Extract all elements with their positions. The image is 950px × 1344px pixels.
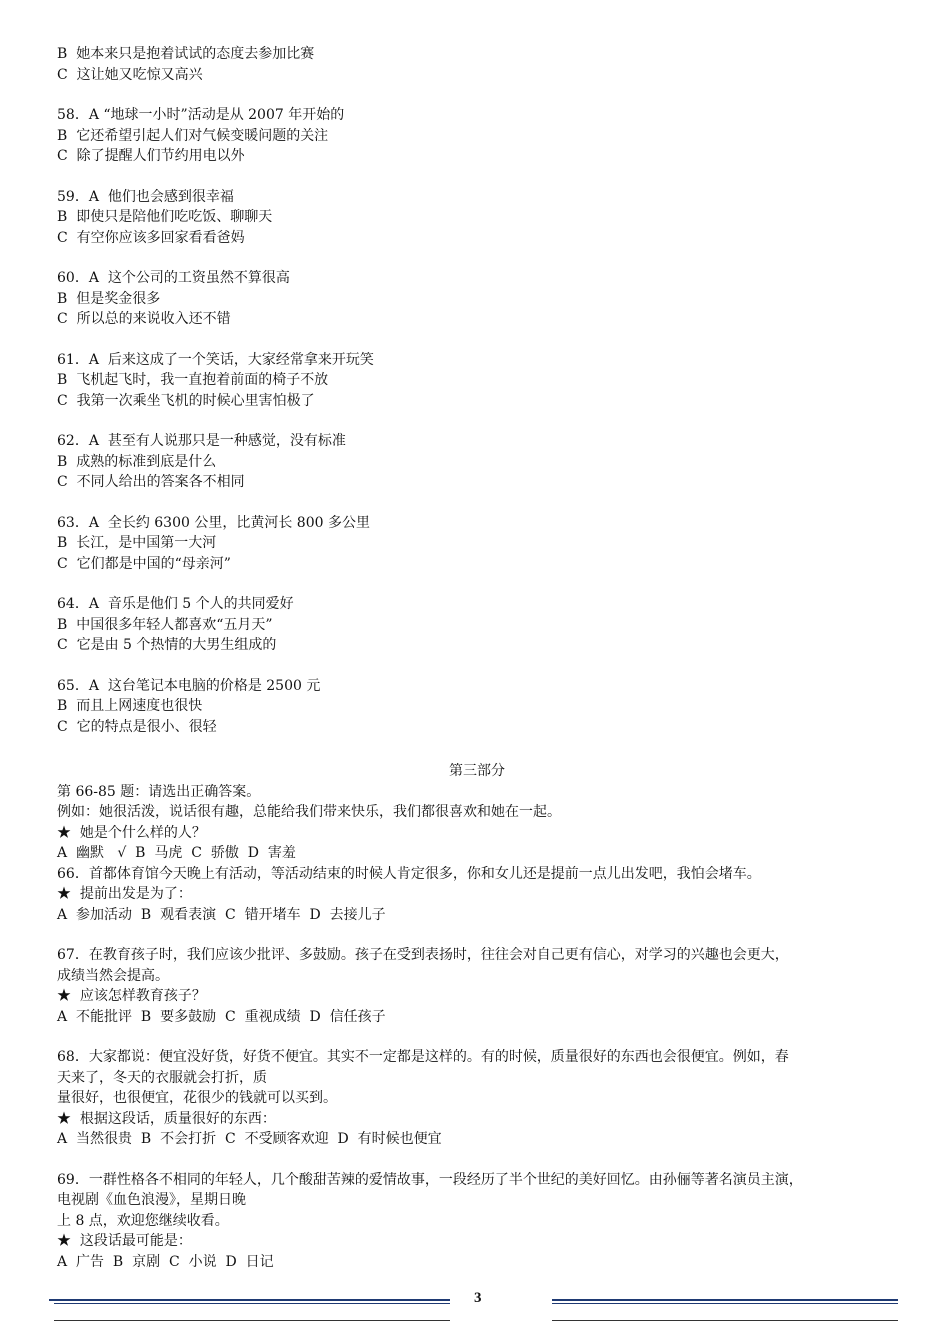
option-line: 62．A 甚至有人说那只是一种感觉，没有标准	[57, 433, 346, 449]
question-text: 69．一群性格各不相同的年轻人，几个酸甜苦辣的爱情故事，一段经历了半个世纪的美好回忆。由孙俪等著名演员主演，	[57, 1171, 803, 1188]
example-options: A 幽默 √ B 马虎 C 骄傲 D 害羞	[57, 845, 296, 861]
question-text: 量很好，也很便宜，花很少的钱就可以买到。	[57, 1090, 337, 1106]
option-line: 63．A 全长约 6300 公里，比黄河长 800 多公里	[57, 514, 370, 531]
question-60	[57, 268, 897, 330]
footer-rule-right	[552, 1299, 898, 1301]
footer-rule-left	[49, 1299, 450, 1301]
question-65	[57, 676, 897, 738]
question-text: 成绩当然会提高。	[57, 967, 169, 984]
option-line: 59．A 他们也会感到很幸福	[57, 188, 234, 205]
option-line: C 除了提醒人们节约用电以外	[57, 148, 245, 164]
question-prompt: ★ 提前出发是为了：	[57, 886, 192, 902]
footer-rule-right-thin	[552, 1303, 898, 1304]
question-text: 电视剧《血色浪漫》，星期日晚	[57, 1192, 246, 1208]
answer-options: A 广告 B 京剧 C 小说 D 日记	[57, 1253, 274, 1270]
question-59	[57, 187, 897, 249]
option-line: 65．A 这台笔记本电脑的价格是 2500 元	[57, 677, 321, 694]
question-prompt: ★ 根据这段话，质量很好的东西：	[57, 1110, 276, 1127]
answer-options: A 参加活动 B 观看表演 C 错开堵车 D 去接儿子	[57, 906, 386, 923]
option-line: C 它的特点是很小、很轻	[57, 718, 217, 735]
question-prompt: ★ 应该怎样教育孩子？	[57, 988, 206, 1004]
question-text: 上 8 点，欢迎您继续收看。	[57, 1212, 229, 1229]
question-68	[57, 1047, 897, 1150]
question-text: 天来了，冬天的衣服就会打折，质	[57, 1069, 267, 1086]
option-line: C 我第一次乘坐飞机的时候心里害怕极了	[57, 392, 315, 409]
question-text: 66．首都体育馆今天晚上有活动，等活动结束的时候人肯定很多，你和女儿还是提前一点儿出发吧，我怕会堵车。	[57, 865, 761, 882]
option-line: B 她本来只是抱着试试的态度去参加比赛	[57, 46, 315, 62]
footer-rule-right-bottom	[552, 1320, 898, 1321]
question-58	[57, 105, 897, 167]
example-question: ★ 她是个什么样的人？	[57, 824, 206, 841]
answer-options: A 不能批评 B 要多鼓励 C 重视成绩 D 信任孩子	[57, 1008, 386, 1025]
section-instruction: 第 66-85 题：请选出正确答案。	[57, 783, 261, 800]
question-61	[57, 350, 897, 412]
option-line: B 中国很多年轻人都喜欢“五月天”	[57, 616, 273, 633]
question-69	[57, 1170, 897, 1273]
option-line: B 而且上网速度也很快	[57, 698, 203, 714]
option-line: 58．A “地球一小时”活动是从 2007 年开始的	[57, 107, 345, 123]
option-line: C 它是由 5 个热情的大男生组成的	[57, 637, 277, 653]
question-66	[57, 864, 897, 926]
question-67	[57, 945, 897, 1027]
option-line: B 成熟的标准到底是什么	[57, 453, 217, 470]
option-line: C 不同人给出的答案各不相同	[57, 474, 245, 490]
footer-rule-left-thin	[54, 1303, 450, 1304]
document-body	[57, 44, 897, 1272]
page-footer	[0, 1290, 950, 1330]
question-64	[57, 594, 897, 656]
option-line: B 长江，是中国第一大河	[57, 535, 217, 551]
page-number: 3	[474, 1290, 482, 1306]
option-line: B 但是奖金很多	[57, 290, 161, 307]
option-line: B 它还希望引起人们对气候变暖问题的关注	[57, 127, 329, 144]
option-line: C 这让她又吃惊又高兴	[57, 66, 203, 83]
option-line: 64．A 音乐是他们 5 个人的共同爱好	[57, 596, 294, 612]
question-text: 68．大家都说：便宜没好货，好货不便宜。其实不一定都是这样的。有的时候，质量很好的东西也会很便宜。例如，春	[57, 1049, 789, 1065]
example-text: 例如：她很活泼，说话很有趣，总能给我们带来快乐，我们都很喜欢和她在一起。	[57, 804, 561, 820]
section-heading: 第三部分	[449, 763, 505, 779]
option-line: C 所以总的来说收入还不错	[57, 311, 231, 327]
option-line: B 即使只是陪他们吃吃饭、聊聊天	[57, 209, 273, 225]
question-text: 67．在教育孩子时，我们应该少批评、多鼓励。孩子在受到表扬时，往往会对自己更有信心，对学习的兴趣也会更大，	[57, 947, 789, 963]
option-line: B 飞机起飞时，我一直抱着前面的椅子不放	[57, 372, 329, 388]
question-prompt: ★ 这段话最可能是：	[57, 1233, 192, 1249]
option-line: C 它们都是中国的“母亲河”	[57, 555, 231, 572]
option-line: 61．A 后来这成了一个笑话，大家经常拿来开玩笑	[57, 351, 374, 368]
answer-options: A 当然很贵 B 不会打折 C 不受顾客欢迎 D 有时候也便宜	[57, 1131, 442, 1147]
footer-rule-left-bottom	[54, 1320, 450, 1321]
option-line: C 有空你应该多回家看看爸妈	[57, 229, 245, 246]
option-line: 60．A 这个公司的工资虽然不算很高	[57, 270, 290, 286]
question-62	[57, 431, 897, 493]
question-63	[57, 513, 897, 575]
option-group	[57, 44, 897, 85]
